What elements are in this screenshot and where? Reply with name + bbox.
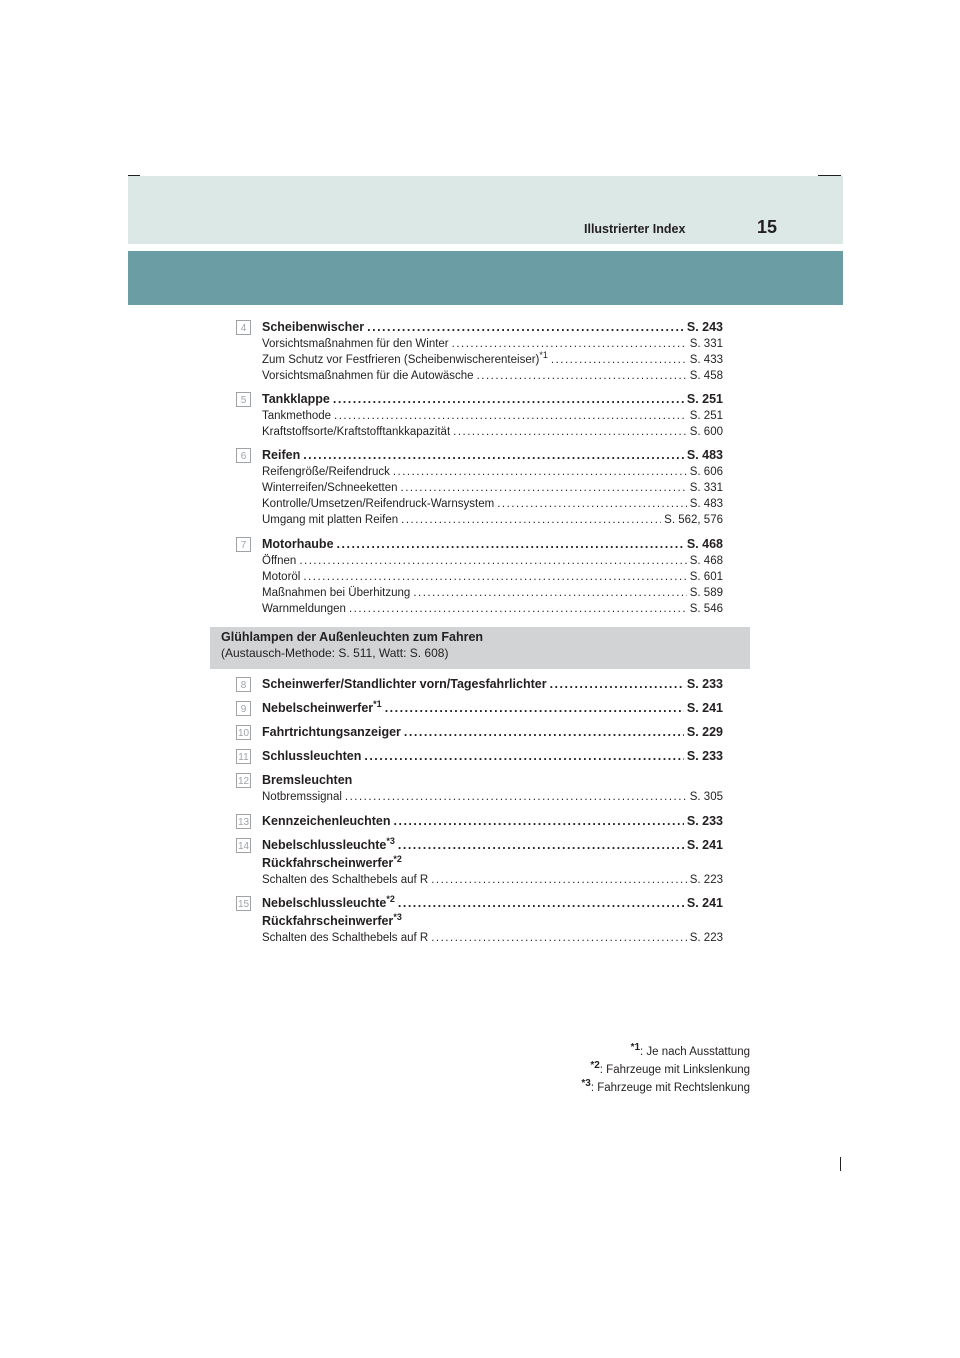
sub-entry [262,514,723,526]
crop-mark [840,1157,841,1171]
sub-entry [262,498,723,510]
item-marker: 15 [236,896,251,911]
entry-label: Schlussleuchten [262,749,362,763]
section-subtitle: (Austausch-Methode: S. 511, Watt: S. 608) [221,646,449,660]
page-ref: S. 241 [686,838,723,852]
index-entry [262,893,723,910]
leader-dots [333,392,684,406]
item-marker: 9 [236,701,251,716]
sub-entry [262,350,723,366]
leader-dots [299,555,686,567]
entry-label: Tankklappe [262,392,330,406]
item-marker: 8 [236,677,251,692]
page-ref: S. 331 [689,338,723,350]
footnote-mark: *2 [590,1060,600,1072]
page-ref: S. 589 [689,587,723,599]
leader-dots [349,603,687,615]
leader-dots [431,932,687,944]
footnote-mark: *2 [393,853,402,864]
entry-label: Reifen [262,448,301,462]
leader-dots [551,354,687,366]
entry-label: Winterreifen/Schneeketten [262,482,398,494]
page-header [128,176,843,244]
leader-dots [401,514,661,526]
entry-label: Öffnen [262,555,297,567]
leader-dots [431,874,687,886]
entry-label: Motoröl [262,571,301,583]
sub-entry [262,410,723,422]
entry-label: Nebelscheinwerfer [262,701,374,715]
leader-dots [398,838,684,852]
index-entry [262,814,723,828]
sub-entry [262,426,723,438]
entry-label: Rückfahrscheinwerfer [262,856,394,870]
page-ref: S. 305 [689,791,723,803]
header-band [128,251,843,305]
entry-label: Nebelschlussleuchte [262,838,387,852]
index-entry [262,537,723,551]
entry-label: Rückfahrscheinwerfer [262,914,394,928]
index-entry [262,320,723,334]
entry-label: Schalten des Schalthebels auf R [262,874,429,886]
page-ref: S. 241 [686,896,723,910]
leader-dots [398,896,684,910]
entry-label: Reifengröße/Reifendruck [262,466,390,478]
entry-label: Tankmethode [262,410,332,422]
page-ref: S. 433 [689,354,723,366]
item-marker: 12 [236,773,251,788]
index-entry [262,677,723,691]
leader-dots [385,701,684,715]
entry-label: Kennzeichenleuchten [262,814,391,828]
page-ref: S. 458 [689,370,723,382]
leader-dots [497,498,687,510]
leader-dots [367,320,684,334]
page-ref: S. 243 [686,320,723,334]
page-ref: S. 601 [689,571,723,583]
item-marker: 7 [236,537,251,552]
page-ref: S. 331 [689,482,723,494]
page-ref: S. 600 [689,426,723,438]
page-ref: S. 241 [686,701,723,715]
index-entry [262,698,723,715]
item-marker: 6 [236,448,251,463]
footnote-mark: *1 [630,1042,641,1054]
page-ref: S. 606 [689,466,723,478]
leader-dots [393,466,687,478]
leader-dots [364,749,684,763]
sub-entry [262,587,723,599]
footnote-mark: *3 [581,1078,591,1090]
entry-label: Umgang mit platten Reifen [262,514,399,526]
entry-label: Warnmeldungen [262,603,346,615]
entry-label: Fahrtrichtungsanzeiger [262,725,401,739]
entry-label: Kontrolle/Umsetzen/Reifendruck-Warnsystem [262,498,495,510]
leader-dots [334,410,687,422]
index-entry [262,749,723,763]
footnote [630,1042,750,1058]
page-ref: S. 468 [686,537,723,551]
sub-entry [262,338,723,350]
item-marker: 13 [236,814,251,829]
leader-dots [477,370,687,382]
page-ref: S. 483 [686,448,723,462]
leader-dots [337,537,684,551]
leader-dots [345,791,687,803]
footnote-mark: *1 [373,698,382,709]
item-marker: 5 [236,392,251,407]
page-ref: S. 233 [686,749,723,763]
sub-entry [262,571,723,583]
entry-label: Schalten des Schalthebels auf R [262,932,429,944]
entry-label: Notbremssignal [262,791,342,803]
entry-label: Vorsichtsmaßnahmen für die Autowäsche [262,370,474,382]
footnote [590,1060,750,1076]
leader-dots [453,426,687,438]
sub-entry [262,932,723,944]
footnote-text: : Fahrzeuge mit Linkslenkung [599,1064,750,1076]
page-ref: S. 251 [686,392,723,406]
item-marker: 14 [236,838,251,853]
sub-entry [262,482,723,494]
leader-dots [550,677,684,691]
footnote-mark: *3 [393,911,402,922]
entry-label: Motorhaube [262,537,334,551]
page-ref: S. 483 [689,498,723,510]
index-entry [262,725,723,739]
page-ref: S. 229 [686,725,723,739]
leader-dots [404,725,684,739]
entry-label: Nebelschlussleuchte [262,896,387,910]
index-entry [262,835,723,852]
sub-entry [262,466,723,478]
footnote [581,1078,750,1094]
page-ref: S. 233 [686,814,723,828]
entry-label: Bremsleuchten [262,773,353,787]
entry-label: Scheinwerfer/Standlichter vorn/Tagesfahrlichter [262,677,547,691]
entry-label: Scheibenwischer [262,320,365,334]
sub-entry [262,791,723,803]
index-entry [262,853,402,870]
sub-entry [262,370,723,382]
leader-dots [394,814,684,828]
sub-entry [262,603,723,615]
page-ref: S. 251 [689,410,723,422]
entry-label: Vorsichtsmaßnahmen für den Winter [262,338,449,350]
page-ref: S. 233 [686,677,723,691]
index-entry [262,911,402,928]
leader-dots [303,448,684,462]
page-ref: S. 223 [689,874,723,886]
entry-label: Zum Schutz vor Festfrieren (Scheibenwischerenteiser) [262,354,540,366]
footnote-mark: *3 [386,835,395,846]
index-entry [262,392,723,406]
section-title: Glühlampen der Außenleuchten zum Fahren [221,630,484,644]
footnote-mark: *2 [386,893,395,904]
page-ref: S. 223 [689,932,723,944]
item-marker: 11 [236,749,251,764]
footnote-text: : Fahrzeuge mit Rechtslenkung [590,1082,750,1094]
index-entry [262,448,723,462]
page-title: Illustrierter Index [584,222,686,236]
leader-dots [452,338,687,350]
sub-entry [262,874,723,886]
item-marker: 10 [236,725,251,740]
item-marker: 4 [236,320,251,335]
page-number: 15 [757,217,778,237]
footnote-mark: *1 [539,350,548,361]
entry-label: Maßnahmen bei Überhitzung [262,587,411,599]
page-ref: S. 562, 576 [664,514,723,526]
leader-dots [401,482,687,494]
page-ref: S. 546 [689,603,723,615]
page-ref: S. 468 [689,555,723,567]
leader-dots [303,571,686,583]
entry-label: Kraftstoffsorte/Kraftstofftankkapazität [262,426,451,438]
sub-entry [262,555,723,567]
leader-dots [413,587,686,599]
footnote-text: : Je nach Ausstattung [640,1046,750,1058]
